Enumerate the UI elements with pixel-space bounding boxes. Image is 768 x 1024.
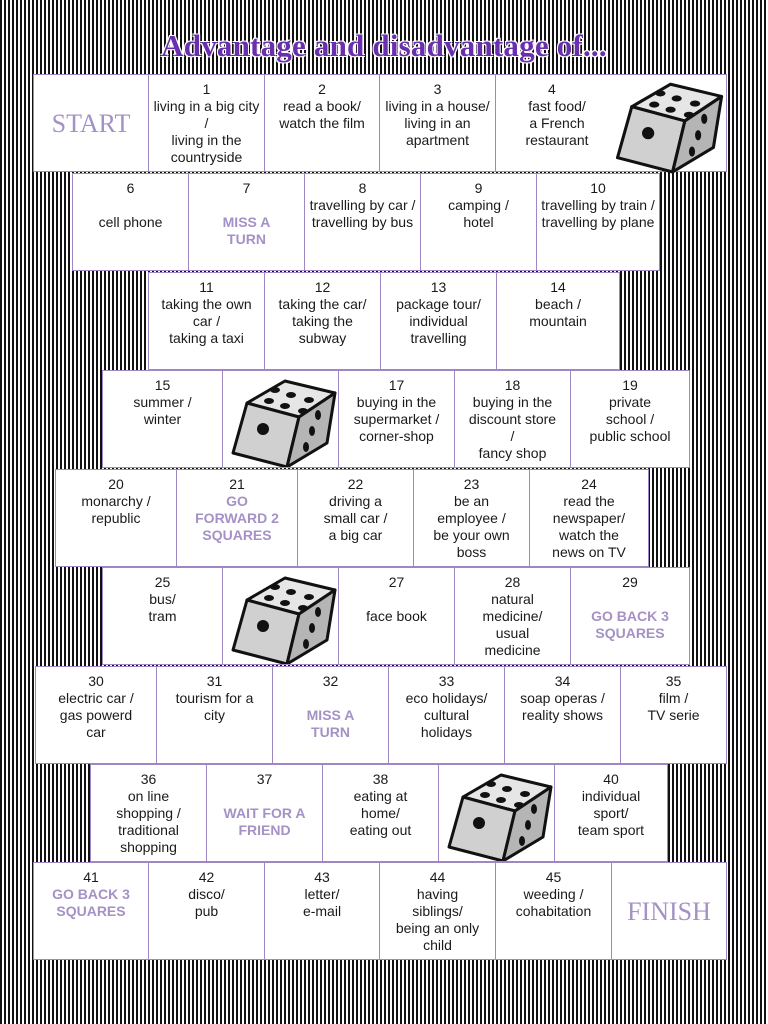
square-30[interactable]: [35, 666, 157, 764]
square-number: 28: [504, 574, 521, 590]
board-row-9: [33, 862, 727, 960]
square-text: tourism for a city: [175, 690, 254, 723]
square-35[interactable]: [620, 666, 727, 764]
square-number: 4: [548, 81, 556, 97]
square-text: camping / hotel: [448, 197, 509, 230]
square-text: buying in the supermarket / corner-shop: [353, 394, 440, 444]
square-28[interactable]: [454, 567, 571, 665]
square-text: disco/ pub: [188, 886, 225, 919]
die-icon: [223, 568, 339, 665]
square-text: WAIT FOR A FRIEND: [223, 805, 306, 838]
square-number: 30: [88, 673, 104, 689]
square-number: 37: [256, 771, 273, 787]
square-43[interactable]: [264, 862, 380, 960]
square-15[interactable]: [102, 370, 223, 468]
square-25[interactable]: [102, 567, 223, 665]
square-number: 17: [388, 377, 405, 393]
square-8[interactable]: [304, 173, 421, 271]
square-text: letter/ e-mail: [302, 886, 342, 919]
square-23[interactable]: [413, 469, 530, 567]
square-number: 3: [433, 81, 442, 97]
square-number: 15: [154, 377, 171, 393]
square-text: bus/ tram: [148, 591, 177, 624]
square-42[interactable]: [148, 862, 265, 960]
square-text: private school / public school: [589, 394, 671, 444]
square-number: 33: [438, 673, 455, 689]
square-text: on line shopping / traditional shopping: [116, 788, 181, 855]
square-number: 27: [388, 574, 405, 590]
square-number: 10: [590, 180, 606, 196]
square-number: 2: [318, 81, 326, 97]
square-13[interactable]: [380, 272, 497, 370]
square-number: 22: [347, 476, 364, 492]
square-number: 40: [603, 771, 619, 787]
board-row-2: [72, 173, 660, 271]
square-text: living in a house/ living in an apartment: [385, 98, 490, 148]
square-number: 18: [504, 377, 521, 393]
square-text: summer / winter: [133, 394, 192, 427]
square-24[interactable]: [529, 469, 649, 567]
square-text: film / TV serie: [647, 690, 700, 723]
square-19[interactable]: [570, 370, 690, 468]
square-10[interactable]: [536, 173, 660, 271]
square-number: 13: [430, 279, 447, 295]
square-17[interactable]: [338, 370, 455, 468]
square-text: monarchy / republic: [81, 493, 151, 526]
square-number: 21: [229, 476, 245, 492]
square-text: read a book/ watch the film: [279, 98, 365, 131]
square-32[interactable]: [272, 666, 389, 764]
square-number: 32: [322, 673, 339, 689]
square-text: having siblings/ being an only child: [395, 886, 480, 953]
board-row-6: [102, 567, 690, 665]
finish-square[interactable]: FINISH: [611, 862, 727, 960]
square-number: 42: [198, 869, 215, 885]
square-6[interactable]: [72, 173, 189, 271]
square-number: 24: [581, 476, 597, 492]
square-22[interactable]: [297, 469, 414, 567]
square-34[interactable]: [504, 666, 621, 764]
square-number: 25: [154, 574, 171, 590]
square-33[interactable]: [388, 666, 505, 764]
square-9[interactable]: [420, 173, 537, 271]
square-text: individual sport/ team sport: [577, 788, 645, 838]
square-number: 45: [545, 869, 562, 885]
square-21[interactable]: [176, 469, 298, 567]
square-text: face book: [366, 608, 427, 624]
square-12[interactable]: [264, 272, 381, 370]
square-text: GO BACK 3 SQUARES: [52, 886, 130, 919]
square-text: GO BACK 3 SQUARES: [591, 608, 669, 641]
square-number: 38: [372, 771, 389, 787]
square-11[interactable]: [148, 272, 265, 370]
square-number: 1: [202, 81, 211, 97]
square-number: 7: [242, 180, 251, 196]
square-number: 35: [665, 673, 682, 689]
square-text: be an employee / be your own boss: [433, 493, 510, 560]
square-41[interactable]: [33, 862, 149, 960]
square-number: 11: [199, 279, 214, 295]
square-text: GO FORWARD 2 SQUARES: [195, 493, 279, 543]
square-18[interactable]: [454, 370, 571, 468]
square-40[interactable]: [554, 764, 668, 862]
square-number: 31: [206, 673, 223, 689]
square-text: travelling by train / travelling by plane: [541, 197, 655, 230]
square-text: MISS A TURN: [222, 214, 271, 247]
square-26-die[interactable]: [222, 567, 339, 665]
square-16-die[interactable]: [222, 370, 339, 468]
square-number: 36: [140, 771, 157, 787]
square-number: 6: [126, 180, 135, 196]
square-14[interactable]: [496, 272, 620, 370]
square-36[interactable]: [90, 764, 207, 862]
square-44[interactable]: [379, 862, 496, 960]
square-7[interactable]: [188, 173, 305, 271]
square-20[interactable]: [55, 469, 177, 567]
square-text: weeding / cohabitation: [515, 886, 592, 919]
square-text: natural medicine/ usual medicine: [482, 591, 543, 658]
square-text: electric car / gas powerd car: [58, 690, 134, 740]
square-number: 23: [463, 476, 480, 492]
die-icon: [439, 765, 555, 862]
square-text: soap operas / reality shows: [520, 690, 605, 723]
square-text: taking the own car / taking a taxi: [161, 296, 252, 346]
square-number: 8: [358, 180, 367, 196]
start-square[interactable]: START: [33, 74, 149, 172]
board-row-4: [102, 370, 690, 468]
square-27[interactable]: [338, 567, 455, 665]
page-title: Advantage and disadvantage of...: [161, 28, 607, 63]
square-3[interactable]: [379, 74, 496, 172]
square-29[interactable]: [570, 567, 690, 665]
board-row-3: [148, 272, 620, 370]
square-text: living in a big city / living in the countryside: [153, 98, 260, 165]
die-icon: [606, 74, 728, 174]
square-text: beach / mountain: [529, 296, 587, 329]
square-number: 29: [622, 574, 638, 590]
square-number: 43: [314, 869, 330, 885]
square-45[interactable]: [495, 862, 612, 960]
square-text: taking the car/ taking the subway: [278, 296, 367, 346]
square-text: cell phone: [98, 214, 163, 230]
square-text: eating at home/ eating out: [349, 788, 412, 838]
square-31[interactable]: [156, 666, 273, 764]
board-row-8: [90, 764, 668, 862]
square-text: fast food/ a French restaurant: [525, 98, 589, 148]
square-1[interactable]: [148, 74, 265, 172]
board-row-5: [55, 469, 649, 567]
square-number: 20: [108, 476, 124, 492]
square-number: 9: [474, 180, 483, 196]
square-text: package tour/ individual travelling: [396, 296, 481, 346]
square-text: read the newspaper/ watch the news on TV: [552, 493, 626, 560]
board-row-7: [35, 666, 727, 764]
square-37[interactable]: [206, 764, 323, 862]
square-text: buying in the discount store / fancy shop: [468, 394, 557, 461]
square-text: eco holidays/ cultural holidays: [405, 690, 488, 740]
square-number: 12: [314, 279, 331, 295]
square-39-die[interactable]: [438, 764, 555, 862]
die-icon: [223, 371, 339, 468]
square-text: driving a small car / a big car: [323, 493, 388, 543]
square-number: 34: [554, 673, 571, 689]
square-text: MISS A TURN: [306, 707, 355, 740]
square-text: travelling by car / travelling by bus: [309, 197, 416, 230]
square-2[interactable]: [264, 74, 380, 172]
square-number: 41: [83, 869, 99, 885]
square-number: 44: [429, 869, 446, 885]
square-38[interactable]: [322, 764, 439, 862]
square-number: 19: [622, 377, 638, 393]
square-number: 14: [550, 279, 566, 295]
